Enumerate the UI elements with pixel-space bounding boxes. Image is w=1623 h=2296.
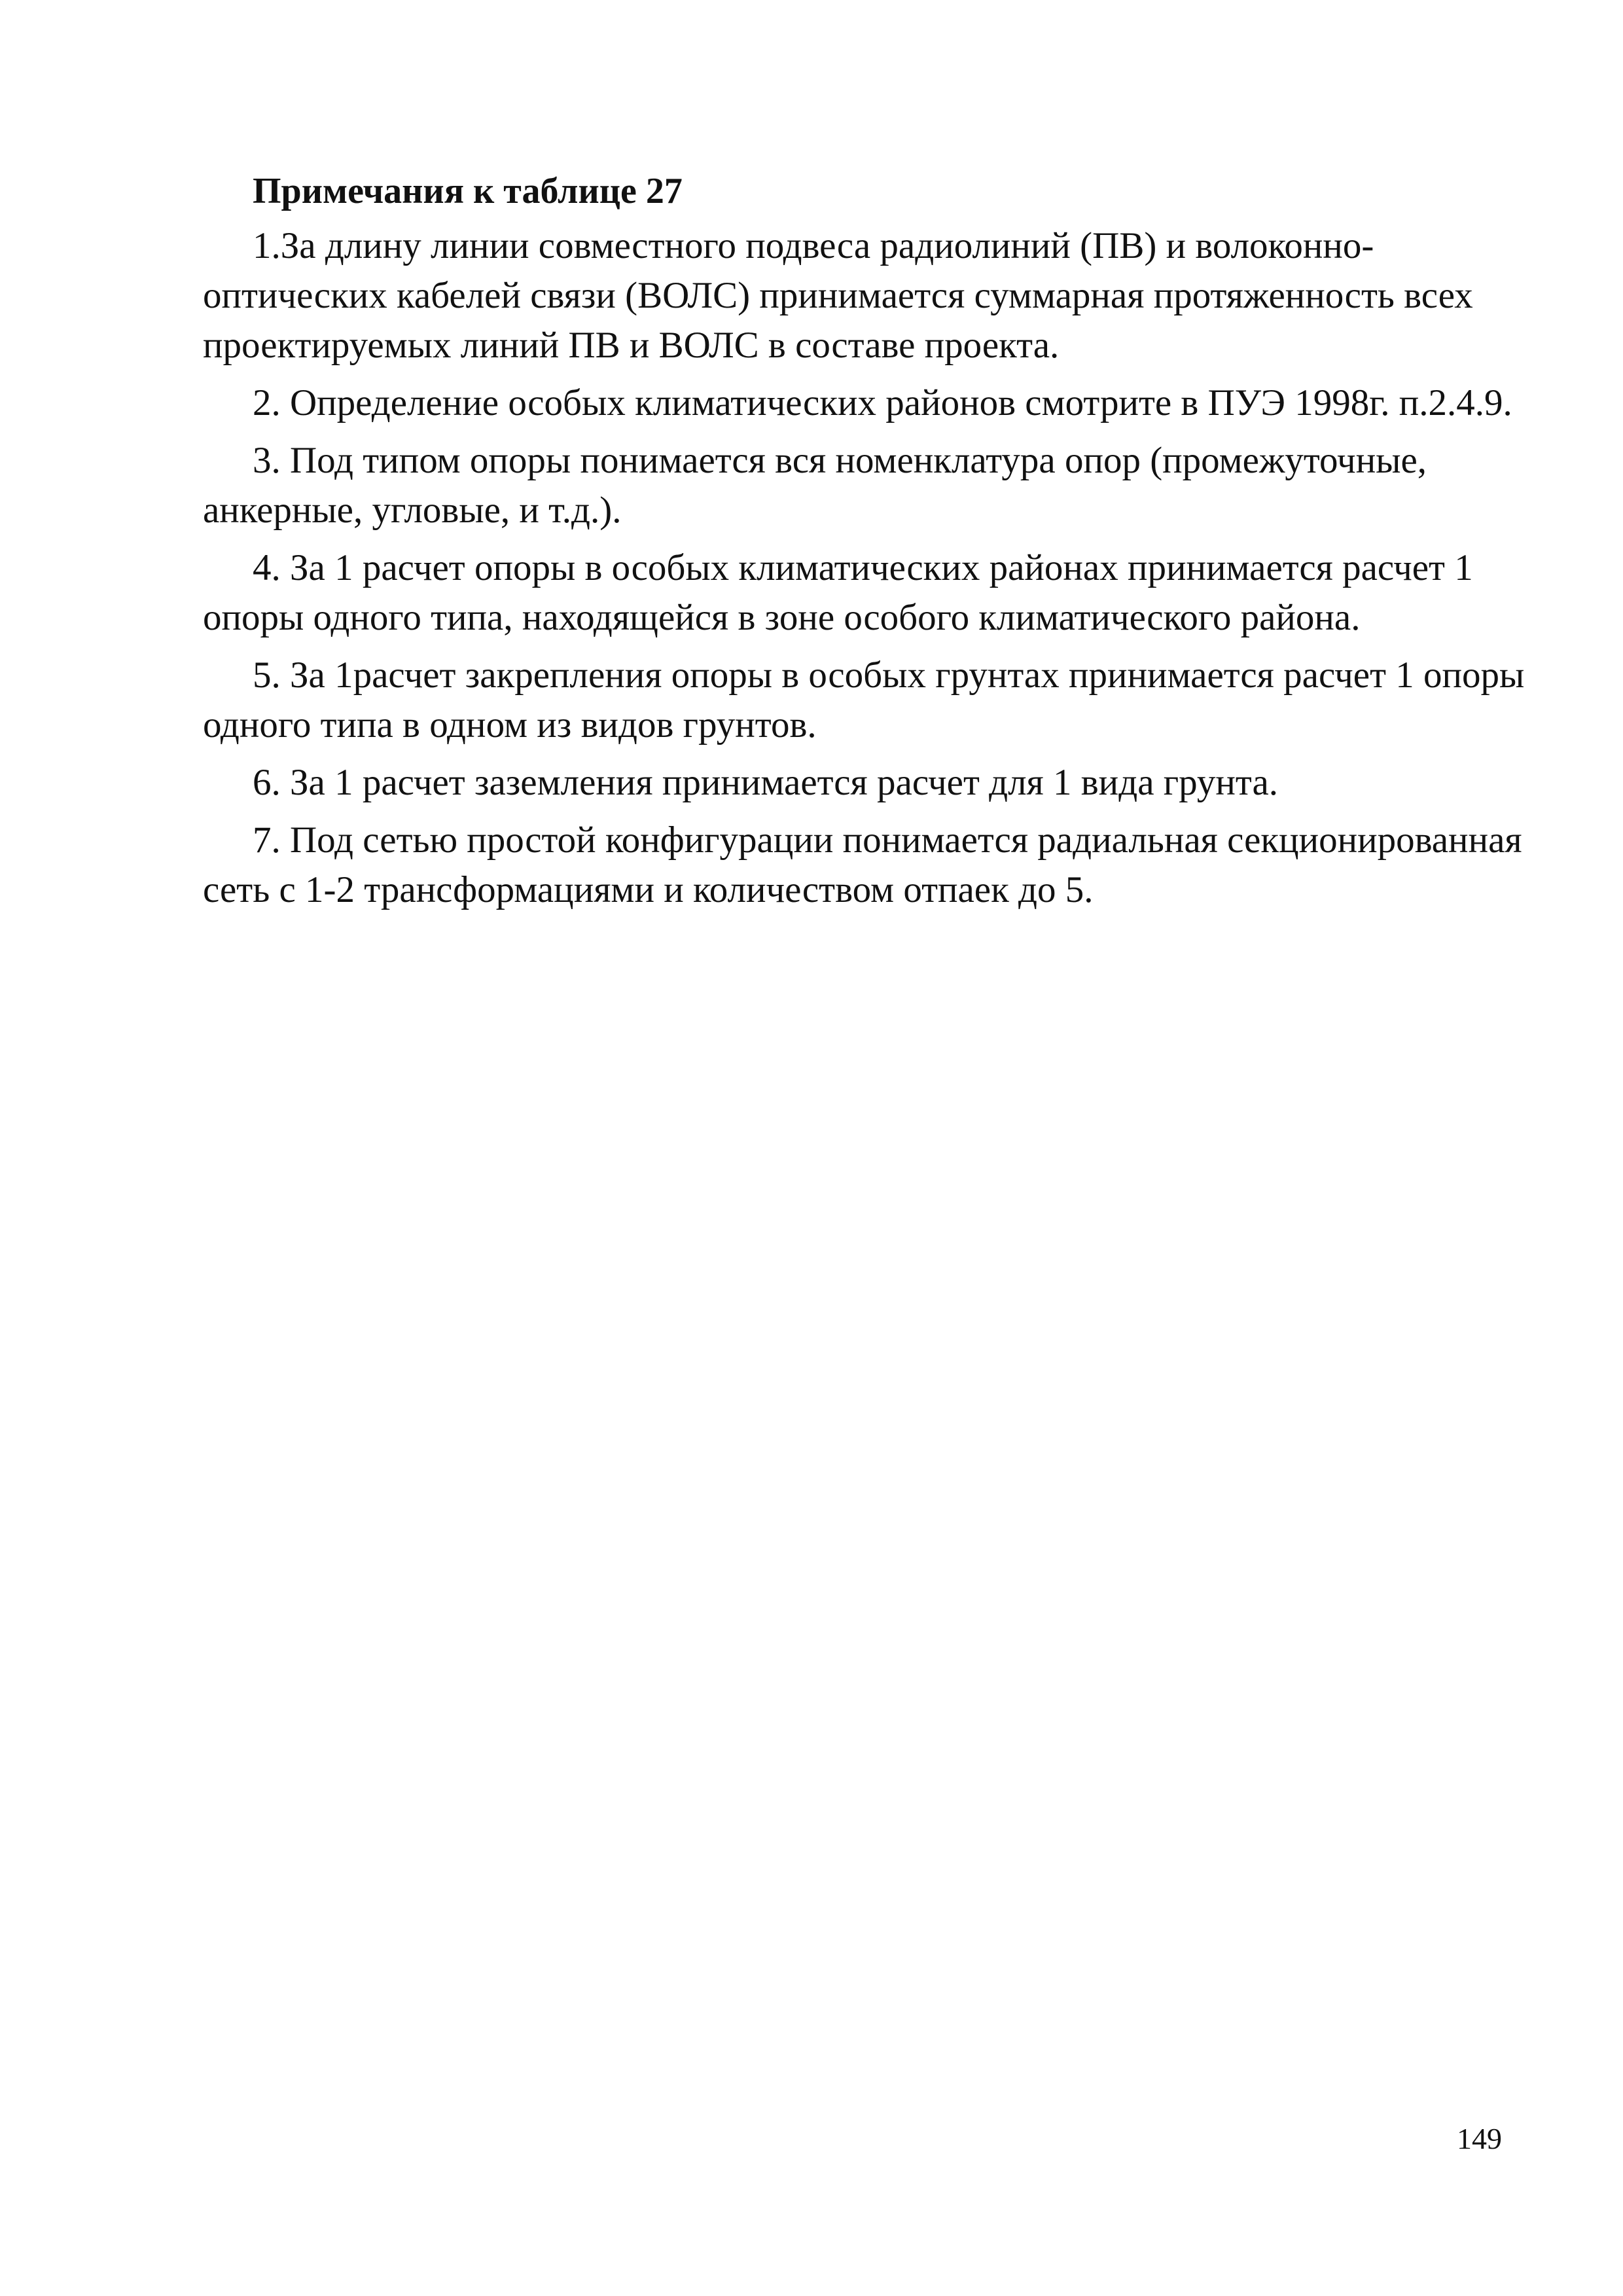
notes-heading: Примечания к таблице 27 (253, 171, 683, 211)
note-1: 1.За длину линии совместного подвеса радиолиний (ПВ) и волоконно-оптических кабелей связи (ВОЛС) принимается суммарная протяженность всех проектируемых линий ПВ и ВОЛС в составе проекта. (203, 225, 1473, 366)
note-3: 3. Под типом опоры понимается вся номенклатура опор (промежуточные, анкерные, угловые, и т.д.). (203, 440, 1427, 531)
notes-section (203, 165, 1525, 923)
note-4: 4. За 1 расчет опоры в особых климатических районах принимается расчет 1 опоры одного типа, находящейся в зоне особого климатического района. (203, 547, 1473, 638)
note-5: 5. За 1расчет закрепления опоры в особых грунтах принимается расчет 1 опоры одного типа в одном из видов грунтов. (203, 655, 1525, 745)
notes-list (203, 221, 1525, 915)
page-number: 149 (1457, 2122, 1502, 2155)
note-6: 6. За 1 расчет заземления принимается расчет для 1 вида грунта. (253, 762, 1279, 803)
note-2: 2. Определение особых климатических районов смотрите в ПУЭ 1998г. п.2.4.9. (253, 382, 1512, 423)
note-7: 7. Под сетью простой конфигурации понимается радиальная секционированная сеть с 1-2 трансформациями и количеством отпаек до 5. (203, 819, 1522, 910)
